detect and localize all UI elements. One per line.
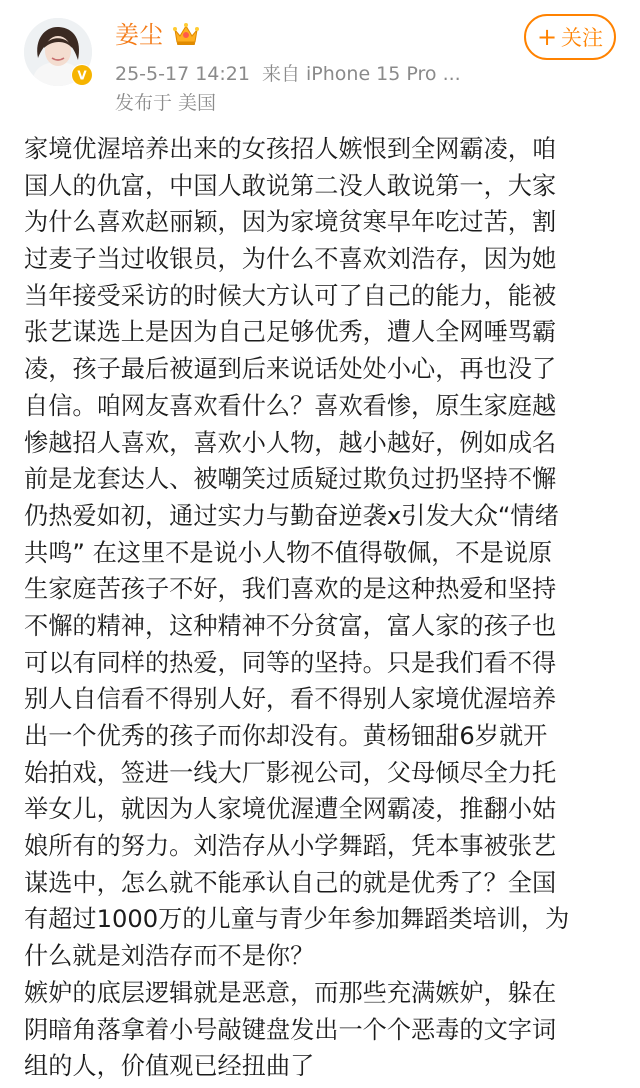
post-text-line: 为什么喜欢赵丽颖，因为家境贫寒早年吃过苦，割 bbox=[24, 208, 557, 237]
post-text-line: 自信。咱网友喜欢看什么？喜欢看惨，原生家庭越 bbox=[24, 391, 557, 420]
post-text-line: 始拍戏，签进一线大厂影视公司，父母倾尽全力托 bbox=[24, 758, 557, 787]
post-time: 25-5-17 14:21 bbox=[115, 63, 250, 85]
post-text-line: 凌，孩子最后被逼到后来说话处处小心，再也没了 bbox=[24, 355, 557, 384]
plus-icon: + bbox=[536, 23, 558, 51]
post-text-line: 嫉妒的底层逻辑就是恶意，而那些充满嫉妒，躲在 bbox=[24, 978, 557, 1007]
post-text-line: 举女儿，就因为人家境优渥遭全网霸凌，推翻小姑 bbox=[24, 795, 557, 824]
crown-icon bbox=[172, 21, 200, 47]
post-text-line: 有超过1000万的儿童与青少年参加舞蹈类培训，为 bbox=[24, 905, 570, 934]
post-text-line: 组的人，价值观已经扭曲了 bbox=[24, 1052, 315, 1081]
post-text-line: 娘所有的努力。刘浩存从小学舞蹈，凭本事被张艺 bbox=[24, 832, 557, 861]
follow-button[interactable] bbox=[524, 14, 616, 60]
post-text-line: 什么就是刘浩存而不是你？ bbox=[24, 942, 315, 971]
post-text-line: 家境优渥培养出来的女孩招人嫉恨到全网霸凌，咱 bbox=[24, 135, 557, 163]
post-text-line: 仍热爱如初，通过实力与勤奋逆袭x引发大众“情绪 bbox=[24, 501, 559, 530]
post-text-line: 阴暗角落拿着小号敲键盘发出一个个恶毒的文字词 bbox=[24, 1015, 557, 1044]
post-location: 发布于 美国 bbox=[115, 92, 217, 114]
post-meta bbox=[115, 61, 461, 87]
post-text-line: 前是龙套达人、被嘲笑过质疑过欺负过扔坚持不懈 bbox=[24, 465, 557, 494]
post-text-line: 共鸣” 在这里不是说小人物不值得敬佩，不是说原 bbox=[24, 538, 553, 567]
user-name[interactable]: 姜尘 bbox=[115, 21, 163, 49]
post-text-line: 不懈的精神，这种精神不分贫富，富人家的孩子也 bbox=[24, 611, 557, 640]
post-text-line: 过麦子当过收银员，为什么不喜欢刘浩存，因为她 bbox=[24, 245, 557, 274]
post-header bbox=[0, 0, 640, 118]
post-text-line: 可以有同样的热爱，同等的坚持。只是我们看不得 bbox=[24, 648, 557, 677]
post-text-line: 别人自信看不得别人好，看不得别人家境优渥培养 bbox=[24, 685, 557, 714]
post-text-line: 谋选中，怎么就不能承认自己的就是优秀了？全国 bbox=[24, 868, 557, 897]
post-text-line: 国人的仇富，中国人敢说第二没人敢说第一，大家 bbox=[24, 171, 557, 200]
post-text-line: 张艺谋选上是因为自己足够优秀，遭人全网唾骂霸 bbox=[24, 318, 557, 347]
verified-badge-icon bbox=[71, 64, 93, 86]
follow-label: 关注 bbox=[561, 26, 604, 50]
post-content bbox=[24, 131, 620, 1085]
crown-badge[interactable] bbox=[172, 21, 200, 47]
post-text-line: 出一个优秀的孩子而你却没有。黄杨钿甜6岁就开 bbox=[24, 722, 548, 750]
verified-badge bbox=[71, 64, 93, 86]
svg-text:V: V bbox=[77, 68, 87, 83]
post-text-line: 生家庭苦孩子不好，我们喜欢的是这种热爱和坚持 bbox=[24, 575, 557, 604]
post-source: 来自 iPhone 15 Pro ... bbox=[261, 63, 461, 85]
post-text-line: 惨越招人喜欢，喜欢小人物，越小越好，例如成名 bbox=[24, 428, 557, 457]
post-text-line: 当年接受采访的时候大方认可了自己的能力，能被 bbox=[24, 281, 557, 310]
